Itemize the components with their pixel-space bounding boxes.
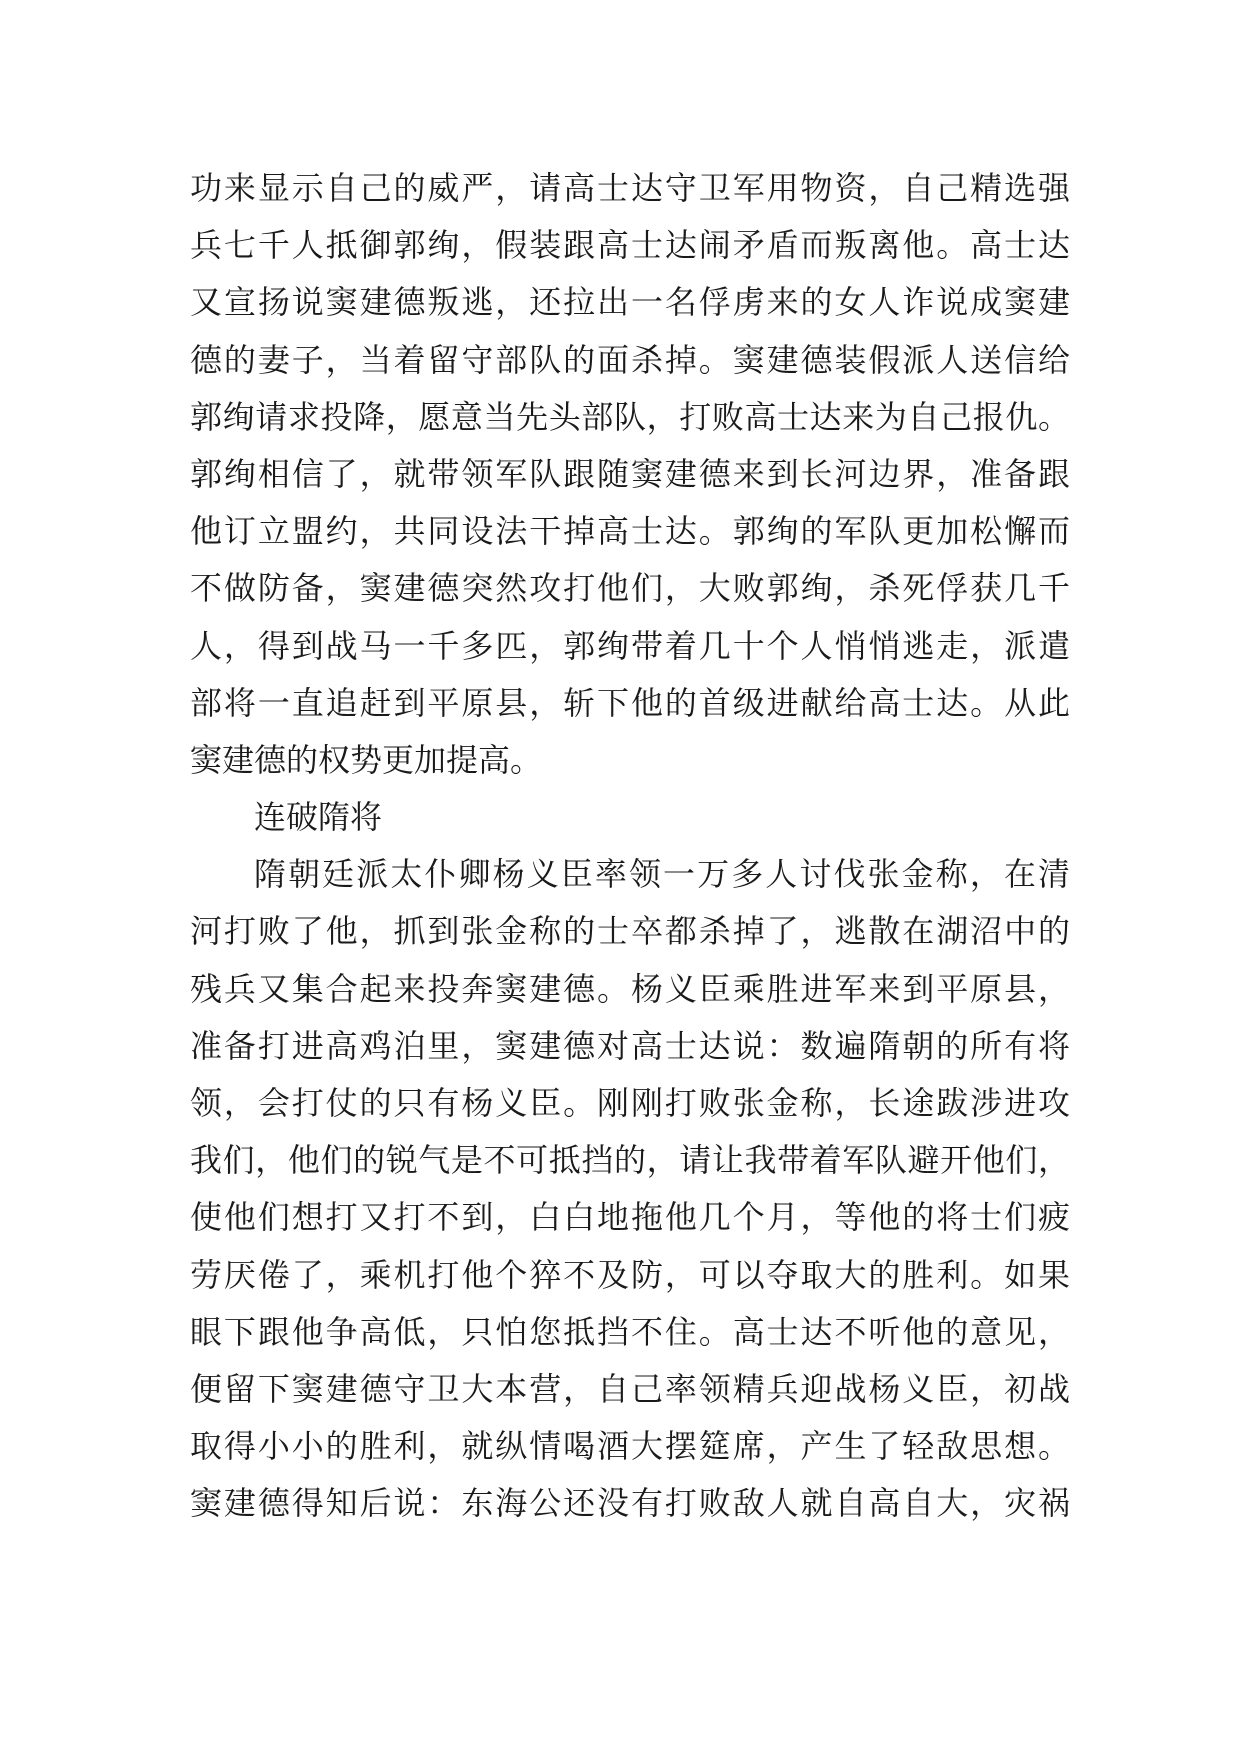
text-line: 眼下跟他争高低，只怕您抵挡不住。高士达不听他的意见， xyxy=(190,1312,1070,1351)
text-line: 劳厌倦了，乘机打他个猝不及防，可以夺取大的胜利。如果 xyxy=(190,1255,1070,1294)
text-line: 窦建德得知后说：东海公还没有打败敌人就自高自大，灾祸 xyxy=(190,1484,1070,1523)
text-line: 兵七千人抵御郭绚，假装跟高士达闹矛盾而叛离他。高士达 xyxy=(190,226,1070,265)
text-line: 我们，他们的锐气是不可抵挡的，请让我带着军队避开他们， xyxy=(190,1141,1070,1180)
text-line: 河打败了他，抓到张金称的士卒都杀掉了，逃散在湖沼中的 xyxy=(190,912,1070,951)
text-line: 功来显示自己的威严，请高士达守卫军用物资，自己精选强 xyxy=(190,169,1070,207)
text-line: 又宣扬说窦建德叛逃，还拉出一名俘虏来的女人诈说成窦建 xyxy=(190,283,1070,322)
body-text xyxy=(190,160,1070,1533)
text-line: 领，会打仗的只有杨义臣。刚刚打败张金称，长途跋涉进攻 xyxy=(190,1084,1070,1122)
text-line: 便留下窦建德守卫大本营，自己率领精兵迎战杨义臣，初战 xyxy=(190,1369,1070,1408)
text-line: 他订立盟约，共同设法干掉高士达。郭绚的军队更加松懈而 xyxy=(190,512,1070,551)
text-line: 窦建德的权势更加提高。 xyxy=(190,740,543,779)
text-line: 部将一直追赶到平原县，斩下他的首级进献给高士达。从此 xyxy=(190,683,1070,722)
text-line: 人，得到战马一千多匹，郭绚带着几十个人悄悄逃走，派遣 xyxy=(190,626,1070,665)
text-line: 郭绚相信了，就带领军队跟随窦建德来到长河边界，准备跟 xyxy=(190,454,1070,493)
text-line: 不做防备，窦建德突然攻打他们，大败郭绚，杀死俘获几千 xyxy=(190,569,1070,608)
text-line: 准备打进高鸡泊里，窦建德对高士达说：数遍隋朝的所有将 xyxy=(190,1026,1070,1065)
text-line: 取得小小的胜利，就纵情喝酒大摆筵席，产生了轻敌思想。 xyxy=(190,1427,1070,1466)
text-line: 隋朝廷派太仆卿杨义臣率领一万多人讨伐张金称，在清 xyxy=(254,855,1070,894)
section-heading: 连破隋将 xyxy=(254,798,383,837)
text-line: 德的妻子，当着留守部队的面杀掉。窦建德装假派人送信给 xyxy=(190,340,1070,379)
text-line: 郭绚请求投降，愿意当先头部队，打败高士达来为自己报仇。 xyxy=(190,397,1070,436)
text-line: 残兵又集合起来投奔窦建德。杨义臣乘胜进军来到平原县， xyxy=(190,969,1070,1008)
text-line: 使他们想打又打不到，白白地拖他几个月，等他的将士们疲 xyxy=(190,1198,1070,1237)
